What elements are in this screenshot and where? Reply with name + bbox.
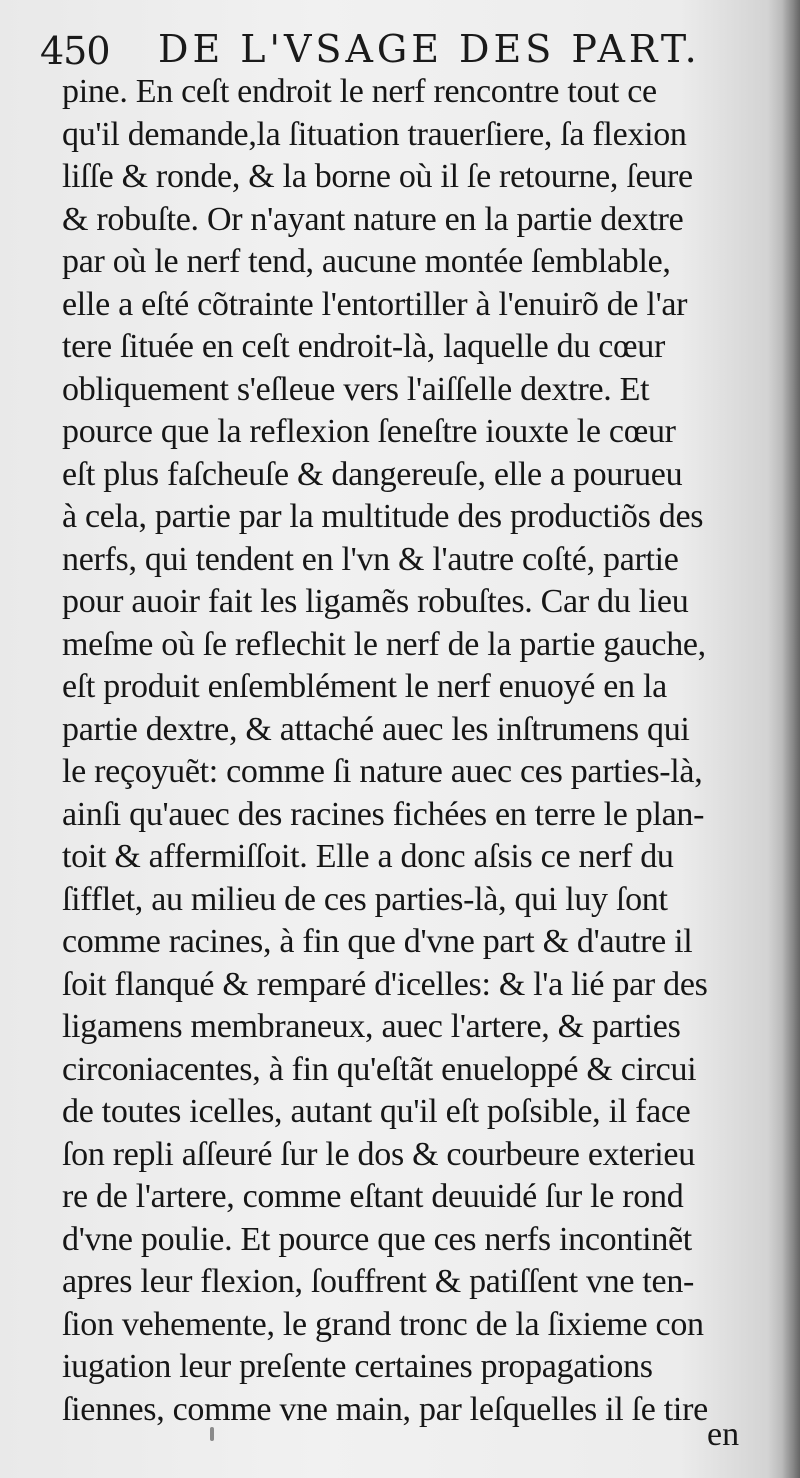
text-line: ſion vehemente, le grand tronc de la ſixieme con: [62, 1305, 704, 1343]
text-line: ſoit flanqué & remparé d'icelles: & l'a lié par des: [62, 965, 708, 1003]
text-line: d'vne poulie. Et pource que ces nerfs incontinẽt: [62, 1220, 692, 1258]
running-title: DE L'VSAGE DES PART.: [158, 27, 701, 71]
text-line: circoniacentes, à fin qu'eſtãt enueloppé & circui: [62, 1050, 697, 1088]
text-line: apres leur flexion, ſouffrent & patiſſent vne ten-: [62, 1263, 695, 1300]
text-line: pource que la reflexion ſeneſtre iouxte le cœur: [62, 413, 676, 450]
page-gutter-shadow: [782, 0, 800, 1478]
text-line: re de l'artere, comme eſtant deuuidé ſur le rond: [62, 1178, 684, 1215]
text-line: ſon repli aſſeuré ſur le dos & courbeure exterieu: [62, 1135, 695, 1173]
text-line: iugation leur preſente certaines propagations: [62, 1348, 653, 1385]
text-line: eſt produit enſemblément le nerf enuoyé en la: [62, 668, 667, 705]
text-line: elle a eſté cõtrainte l'entortiller à l'enuirõ de l'ar: [62, 285, 688, 323]
text-line: eſt plus faſcheuſe & dangereuſe, elle a pourueu: [62, 455, 683, 493]
text-line: meſme où ſe reflechit le nerf de la partie gauche,: [62, 625, 706, 663]
text-line: le reçoyuẽt: comme ſi nature auec ces parties-là,: [62, 753, 703, 790]
text-line: tere ſituée en ceſt endroit-là, laquelle du cœur: [62, 328, 665, 365]
page-number: 450: [40, 29, 110, 73]
body-text: [62, 71, 742, 1431]
text-line: nerfs, qui tendent en l'vn & l'autre coſté, partie: [62, 540, 679, 578]
text-line: ligamens membraneux, auec l'artere, & parties: [62, 1008, 681, 1045]
text-line: ainſi qu'auec des racines fichées en terre le plan-: [62, 795, 705, 833]
text-line: par où le nerf tend, aucune montée ſemblable,: [62, 243, 671, 280]
text-line: toit & affermiſſoit. Elle a donc aſsis ce nerf du: [62, 838, 674, 875]
text-line: à cela, partie par la multitude des productiõs des: [62, 498, 704, 535]
text-line: pour auoir fait les ligamẽs robuſtes. Car du lieu: [62, 583, 689, 620]
ink-speck: [210, 1427, 214, 1441]
text-line: ſifflet, au milieu de ces parties-là, qui luy ſont: [62, 880, 668, 918]
text-line: de toutes icelles, autant qu'il eſt poſsible, il face: [62, 1093, 691, 1130]
text-line: liſſe & ronde, & la borne où il ſe retourne, ſeure: [62, 158, 693, 195]
text-line: & robuſte. Or n'ayant nature en la partie dextre: [62, 200, 684, 238]
text-line: qu'il demande,la ſituation trauerſiere, ſa flexion: [62, 115, 687, 153]
catchword: en: [707, 1416, 740, 1453]
text-line: comme racines, à fin que d'vne part & d'autre il: [62, 923, 693, 960]
text-line: partie dextre, & attaché auec les inſtrumens qui: [62, 710, 690, 748]
text-line: ſiennes, comme vne main, par leſquelles il ſe tire: [62, 1390, 708, 1428]
text-line: obliquement s'eſleue vers l'aiſſelle dextre. Et: [62, 370, 650, 408]
text-line: pine. En ceſt endroit le nerf rencontre tout ce: [62, 73, 657, 110]
